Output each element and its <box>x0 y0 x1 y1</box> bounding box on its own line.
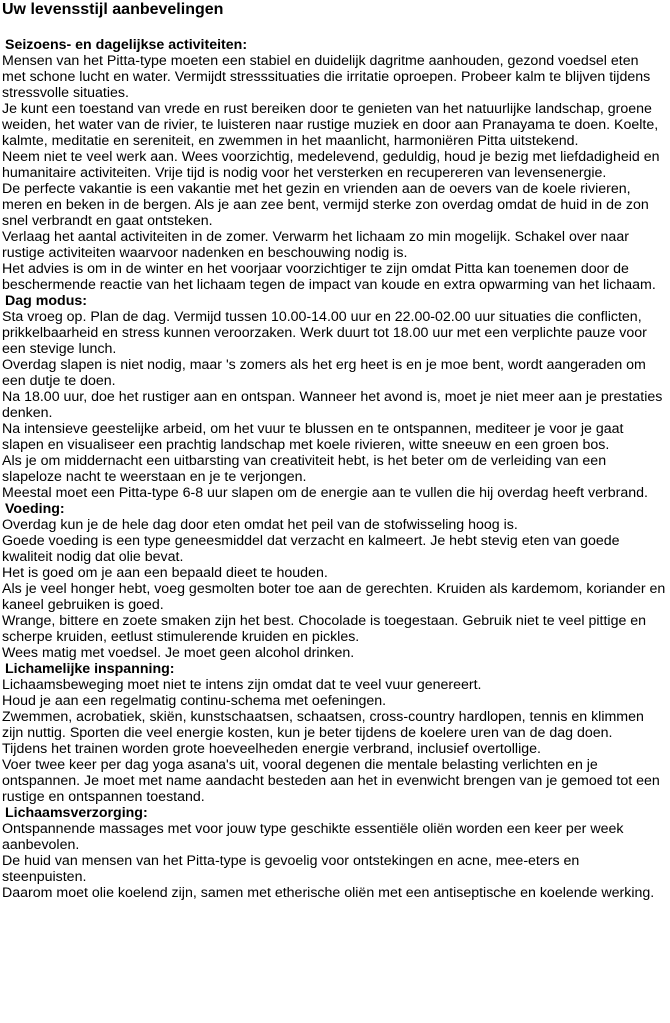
paragraph: Verlaag het aantal activiteiten in de zomer. Verwarm het lichaam zo min mogelijk. Schakel over naar rustige activiteiten waarvoor nadenken en beschouwing nodig is. <box>2 229 629 261</box>
paragraph: Sta vroeg op. Plan de dag. Vermijd tussen 10.00-14.00 uur en 22.00-02.00 uur situaties die conflicten, prikkelbaarheid en stress kunnen veroorzaken. Werk duurt tot 18.00 uur met een verplichte pauze voor een stevige lunch. <box>2 309 647 357</box>
page-title: Uw levensstijl aanbevelingen <box>2 1 224 18</box>
paragraph: Als je veel honger hebt, voeg gesmolten boter toe aan de gerechten. Kruiden als kardemom, koriander en kaneel gebruiken is goed. <box>2 581 666 613</box>
paragraph: Wrange, bittere en zoete smaken zijn het best. Chocolade is toegestaan. Gebruik niet te veel pittige en scherpe kruiden, eetlust stimulerende kruiden en pickles. <box>2 613 647 645</box>
paragraph: Na 18.00 uur, doe het rustiger aan en ontspan. Wanneer het avond is, moet je niet meer aan je prestaties denken. <box>2 389 663 421</box>
document-page <box>0 1 666 901</box>
section-heading: Dag modus: <box>5 293 87 309</box>
paragraph: Tijdens het trainen worden grote hoeveelheden energie verbrand, inclusief overtollige. <box>2 741 541 757</box>
paragraph: Wees matig met voedsel. Je moet geen alcohol drinken. <box>2 645 355 661</box>
section-heading: Lichamelijke inspanning: <box>5 661 175 677</box>
sections-container <box>2 37 666 901</box>
paragraph: Als je om middernacht een uitbarsting van creativiteit hebt, is het beter om de verleiding van een slapeloze nacht te weerstaan en je te verjongen. <box>2 453 607 485</box>
paragraph: De huid van mensen van het Pitta-type is gevoelig voor ontstekingen en acne, mee-eters en steenpuisten. <box>2 853 580 885</box>
paragraph: Daarom moet olie koelend zijn, samen met etherische oliën met een antiseptische en koelende werking. <box>2 885 655 901</box>
paragraph: Zwemmen, acrobatiek, skiën, kunstschaatsen, schaatsen, cross-country hardlopen, tennis en klimmen zijn nuttig. Sporten die veel energie kosten, kun je beter tijdens de koelere uren van de dag doen. <box>2 709 644 741</box>
paragraph: Ontspannende massages met voor jouw type geschikte essentiële oliën worden een keer per week aanbevolen. <box>2 821 624 853</box>
paragraph: De perfecte vakantie is een vakantie met het gezin en vrienden aan de oevers van de koele rivieren, meren en beken in de bergen. Als je aan zee bent, vermijd sterke zon overdag omdat de huid in de zon snel verbrandt en gaat ontsteken. <box>2 181 649 229</box>
paragraph: Na intensieve geestelijke arbeid, om het vuur te blussen en te ontspannen, mediteer je voor je gaat slapen en visualiseer een prachtig landschap met koele rivieren, witte sneeuw en een groen bos. <box>2 421 624 453</box>
paragraph: Voer twee keer per dag yoga asana's uit, vooral degenen die mentale belasting verlichten en je ontspannen. Je moet met name aandacht besteden aan het in evenwicht brengen van je gemoed tot een rustige en ontspannen toestand. <box>2 757 660 805</box>
paragraph: Overdag slapen is niet nodig, maar 's zomers als het erg heet is en je moe bent, wordt aangeraden om een dutje te doen. <box>2 357 646 389</box>
paragraph: Je kunt een toestand van vrede en rust bereiken door te genieten van het natuurlijke landschap, groene weiden, het water van de rivier, te luisteren naar rustige muziek en door aan Pranayama te doen. Koelte, kalmte, meditatie en sereniteit, en zwemmen in het maanlicht, harmoniëren Pitta uitstekend. <box>2 101 659 149</box>
section-heading: Lichaamsverzorging: <box>5 805 148 821</box>
paragraph: Goede voeding is een type geneesmiddel dat verzacht en kalmeert. Je hebt stevig eten van goede kwaliteit nodig dat olie bevat. <box>2 533 620 565</box>
paragraph: Mensen van het Pitta-type moeten een stabiel en duidelijk dagritme aanhouden, gezond voedsel eten met schone lucht en water. Vermijdt stresssituaties die irritatie oproepen. Probeer kalm te blijven tijdens stressvolle situaties. <box>2 53 651 101</box>
paragraph: Meestal moet een Pitta-type 6-8 uur slapen om de energie aan te vullen die hij overdag heeft verbrand. <box>2 485 648 501</box>
paragraph: Overdag kun je de hele dag door eten omdat het peil van de stofwisseling hoog is. <box>2 517 518 533</box>
section-heading: Voeding: <box>5 501 65 517</box>
paragraph: Houd je aan een regelmatig continu-schema met oefeningen. <box>2 693 387 709</box>
paragraph: Lichaamsbeweging moet niet te intens zijn omdat dat te veel vuur genereert. <box>2 677 482 693</box>
paragraph: Het is goed om je aan een bepaald dieet te houden. <box>2 565 328 581</box>
paragraph: Neem niet te veel werk aan. Wees voorzichtig, medelevend, geduldig, houd je bezig met liefdadigheid en humanitaire activiteiten. Vrije tijd is nodig voor het versterken en recupereren van levensenergie. <box>2 149 660 181</box>
paragraph: Het advies is om in de winter en het voorjaar voorzichtiger te zijn omdat Pitta kan toenemen door de beschermende reactie van het lichaam tegen de impact van koude en extra opwarming van het lichaam. <box>2 261 656 293</box>
section-heading: Seizoens- en dagelijkse activiteiten: <box>5 37 248 53</box>
